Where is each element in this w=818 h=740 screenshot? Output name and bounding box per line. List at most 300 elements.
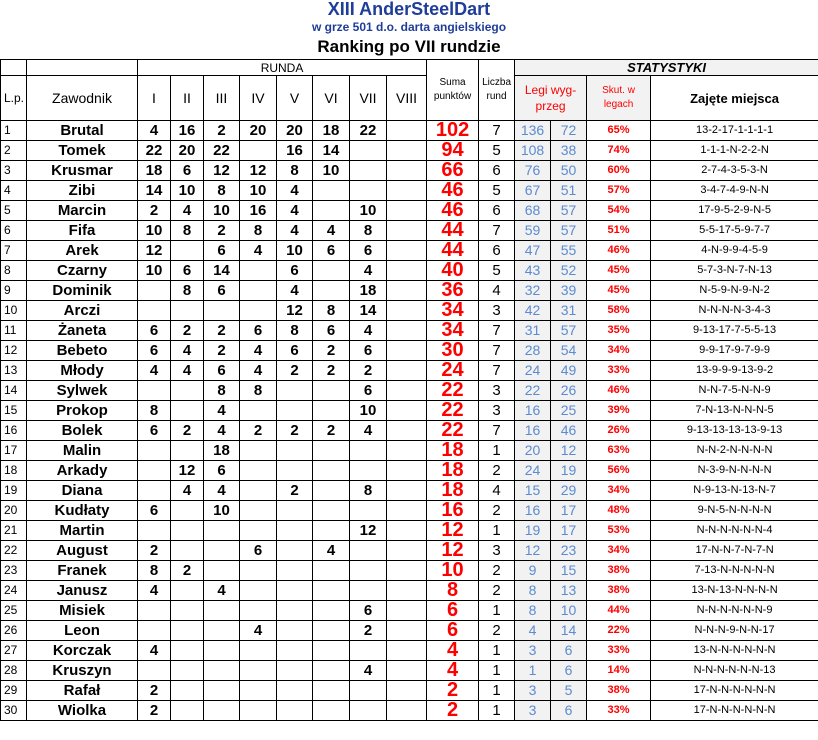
legs-effectiveness: 26% <box>587 421 651 441</box>
legs-lost: 15 <box>551 561 587 581</box>
legs-effectiveness: 14% <box>587 661 651 681</box>
table-row <box>1 221 818 241</box>
rounds-count: 4 <box>479 481 515 501</box>
table-row <box>1 281 818 301</box>
player-name: Bolek <box>27 421 138 441</box>
round-8-points <box>387 501 427 521</box>
places-taken: 17-N-N-N-N-N-N <box>651 701 818 721</box>
round-4-points: 4 <box>240 361 277 381</box>
round-6-points <box>313 581 350 601</box>
round-5-points: 2 <box>277 361 313 381</box>
legs-lost: 14 <box>551 621 587 641</box>
lp-cell: 13 <box>1 361 27 381</box>
legs-effectiveness: 33% <box>587 361 651 381</box>
round-1-points: 12 <box>138 241 171 261</box>
legs-lost: 57 <box>551 221 587 241</box>
round-6-points <box>313 281 350 301</box>
round-5-points <box>277 601 313 621</box>
round-7-points: 6 <box>350 241 387 261</box>
round-3-points <box>204 701 240 721</box>
header-round-3: III <box>204 76 240 121</box>
places-taken: 9-N-5-N-N-N-N <box>651 501 818 521</box>
places-taken: N-5-9-N-9-N-2 <box>651 281 818 301</box>
header-round-6: VI <box>313 76 350 121</box>
round-6-points <box>313 261 350 281</box>
round-2-points: 2 <box>171 421 204 441</box>
table-row <box>1 581 818 601</box>
round-7-points: 10 <box>350 201 387 221</box>
legs-won: 20 <box>515 441 551 461</box>
round-7-points <box>350 441 387 461</box>
lp-cell: 24 <box>1 581 27 601</box>
round-6-points <box>313 661 350 681</box>
rounds-count: 7 <box>479 421 515 441</box>
round-5-points <box>277 621 313 641</box>
player-name: Czarny <box>27 261 138 281</box>
legs-effectiveness: 65% <box>587 121 651 141</box>
table-row <box>1 421 818 441</box>
legs-effectiveness: 60% <box>587 161 651 181</box>
round-2-points <box>171 641 204 661</box>
round-4-points <box>240 281 277 301</box>
places-taken: N-N-2-N-N-N-N <box>651 441 818 461</box>
round-4-points: 10 <box>240 181 277 201</box>
round-4-points: 6 <box>240 321 277 341</box>
round-6-points: 4 <box>313 221 350 241</box>
places-taken: N-3-9-N-N-N-N <box>651 461 818 481</box>
ranking-title: Ranking po VII rundzie <box>317 37 501 56</box>
lp-cell: 20 <box>1 501 27 521</box>
legs-effectiveness: 46% <box>587 381 651 401</box>
player-name: Dominik <box>27 281 138 301</box>
round-2-points: 4 <box>171 361 204 381</box>
round-8-points <box>387 321 427 341</box>
points-sum: 12 <box>427 521 479 541</box>
points-sum: 12 <box>427 541 479 561</box>
round-8-points <box>387 361 427 381</box>
legs-won: 22 <box>515 381 551 401</box>
round-3-points: 2 <box>204 341 240 361</box>
round-2-points <box>171 521 204 541</box>
rounds-count: 1 <box>479 601 515 621</box>
rounds-count: 4 <box>479 281 515 301</box>
legs-won: 16 <box>515 401 551 421</box>
round-4-points: 8 <box>240 381 277 401</box>
round-2-points <box>171 501 204 521</box>
round-1-points: 6 <box>138 341 171 361</box>
round-8-points <box>387 341 427 361</box>
round-3-points: 4 <box>204 481 240 501</box>
table-row <box>1 161 818 181</box>
round-4-points <box>240 141 277 161</box>
table-row <box>1 301 818 321</box>
table-row <box>1 521 818 541</box>
round-6-points <box>313 381 350 401</box>
rounds-count: 5 <box>479 141 515 161</box>
round-2-points <box>171 301 204 321</box>
table-row <box>1 121 818 141</box>
lp-cell: 28 <box>1 661 27 681</box>
lp-cell: 29 <box>1 681 27 701</box>
round-5-points <box>277 461 313 481</box>
lp-cell: 3 <box>1 161 27 181</box>
player-name: Zibi <box>27 181 138 201</box>
round-2-points <box>171 681 204 701</box>
round-7-points: 12 <box>350 521 387 541</box>
legs-lost: 57 <box>551 321 587 341</box>
lp-cell: 16 <box>1 421 27 441</box>
round-7-points <box>350 461 387 481</box>
lp-cell: 23 <box>1 561 27 581</box>
round-1-points: 2 <box>138 681 171 701</box>
round-5-points: 4 <box>277 221 313 241</box>
round-3-points: 2 <box>204 121 240 141</box>
legs-effectiveness: 38% <box>587 561 651 581</box>
points-sum: 4 <box>427 661 479 681</box>
round-6-points <box>313 641 350 661</box>
legs-won: 8 <box>515 581 551 601</box>
lp-cell: 19 <box>1 481 27 501</box>
player-name: Franek <box>27 561 138 581</box>
round-7-points <box>350 161 387 181</box>
round-3-points <box>204 621 240 641</box>
round-2-points: 4 <box>171 341 204 361</box>
round-5-points <box>277 401 313 421</box>
places-taken: 13-N-13-N-N-N-N <box>651 581 818 601</box>
places-taken: 17-N-N-7-N-7-N <box>651 541 818 561</box>
round-7-points: 8 <box>350 481 387 501</box>
legs-won: 32 <box>515 281 551 301</box>
legs-lost: 52 <box>551 261 587 281</box>
round-8-points <box>387 301 427 321</box>
round-5-points: 2 <box>277 481 313 501</box>
round-7-points <box>350 561 387 581</box>
player-name: Tomek <box>27 141 138 161</box>
legs-effectiveness: 39% <box>587 401 651 421</box>
round-6-points: 18 <box>313 121 350 141</box>
round-7-points <box>350 681 387 701</box>
legs-lost: 50 <box>551 161 587 181</box>
legs-won: 68 <box>515 201 551 221</box>
round-6-points <box>313 521 350 541</box>
lp-cell: 7 <box>1 241 27 261</box>
round-8-points <box>387 481 427 501</box>
player-name: Misiek <box>27 601 138 621</box>
round-4-points <box>240 641 277 661</box>
round-2-points: 20 <box>171 141 204 161</box>
places-taken: 17-N-N-N-N-N-N <box>651 681 818 701</box>
legs-won: 28 <box>515 341 551 361</box>
legs-effectiveness: 56% <box>587 461 651 481</box>
table-row <box>1 141 818 161</box>
points-sum: 22 <box>427 421 479 441</box>
lp-cell: 17 <box>1 441 27 461</box>
legs-won: 76 <box>515 161 551 181</box>
round-5-points: 2 <box>277 421 313 441</box>
round-7-points <box>350 581 387 601</box>
round-1-points: 8 <box>138 401 171 421</box>
points-sum: 6 <box>427 621 479 641</box>
round-8-points <box>387 221 427 241</box>
round-8-points <box>387 561 427 581</box>
legs-lost: 6 <box>551 701 587 721</box>
page-subtitle: w grze 501 d.o. darta angielskiego <box>311 20 507 34</box>
round-8-points <box>387 281 427 301</box>
places-taken: 4-N-9-9-4-5-9 <box>651 241 818 261</box>
player-name: Sylwek <box>27 381 138 401</box>
round-6-points: 10 <box>313 161 350 181</box>
legs-won: 24 <box>515 461 551 481</box>
legs-lost: 49 <box>551 361 587 381</box>
lp-cell: 8 <box>1 261 27 281</box>
round-1-points: 2 <box>138 701 171 721</box>
legs-won: 16 <box>515 501 551 521</box>
round-1-points: 6 <box>138 321 171 341</box>
legs-effectiveness: 44% <box>587 601 651 621</box>
round-6-points <box>313 621 350 641</box>
round-2-points: 16 <box>171 121 204 141</box>
round-5-points: 4 <box>277 201 313 221</box>
round-1-points: 14 <box>138 181 171 201</box>
rounds-count: 3 <box>479 401 515 421</box>
places-taken: 13-2-17-1-1-1-1 <box>651 121 818 141</box>
header-round-1: I <box>138 76 171 121</box>
legs-won: 42 <box>515 301 551 321</box>
points-sum: 16 <box>427 501 479 521</box>
places-taken: 7-N-13-N-N-N-5 <box>651 401 818 421</box>
lp-cell: 21 <box>1 521 27 541</box>
header-suma: Suma punktów <box>427 60 479 121</box>
legs-won: 16 <box>515 421 551 441</box>
player-name: Kudłaty <box>27 501 138 521</box>
player-name: Janusz <box>27 581 138 601</box>
round-5-points: 10 <box>277 241 313 261</box>
table-row <box>1 201 818 221</box>
table-row <box>1 561 818 581</box>
legs-lost: 25 <box>551 401 587 421</box>
header-round-4: IV <box>240 76 277 121</box>
round-4-points: 2 <box>240 421 277 441</box>
round-1-points: 8 <box>138 561 171 581</box>
round-3-points: 22 <box>204 141 240 161</box>
legs-effectiveness: 51% <box>587 221 651 241</box>
round-2-points: 8 <box>171 221 204 241</box>
round-3-points <box>204 681 240 701</box>
round-8-points <box>387 141 427 161</box>
round-2-points <box>171 621 204 641</box>
round-3-points: 4 <box>204 401 240 421</box>
places-taken: N-N-N-N-N-N-4 <box>651 521 818 541</box>
round-8-points <box>387 661 427 681</box>
round-5-points <box>277 501 313 521</box>
round-5-points <box>277 521 313 541</box>
lp-cell: 18 <box>1 461 27 481</box>
player-name: Młody <box>27 361 138 381</box>
rounds-count: 7 <box>479 341 515 361</box>
round-6-points <box>313 461 350 481</box>
rounds-count: 5 <box>479 261 515 281</box>
round-4-points: 16 <box>240 201 277 221</box>
round-2-points <box>171 401 204 421</box>
points-sum: 46 <box>427 201 479 221</box>
rounds-count: 3 <box>479 301 515 321</box>
round-3-points: 4 <box>204 421 240 441</box>
round-5-points <box>277 661 313 681</box>
legs-effectiveness: 34% <box>587 481 651 501</box>
round-8-points <box>387 581 427 601</box>
player-name: Wiolka <box>27 701 138 721</box>
round-3-points: 8 <box>204 181 240 201</box>
points-sum: 66 <box>427 161 479 181</box>
points-sum: 34 <box>427 321 479 341</box>
round-8-points <box>387 541 427 561</box>
player-name: Prokop <box>27 401 138 421</box>
round-1-points: 18 <box>138 161 171 181</box>
header-round-2: II <box>171 76 204 121</box>
round-3-points: 2 <box>204 221 240 241</box>
header-miejsca: Zajęte miejsca <box>651 76 818 121</box>
points-sum: 102 <box>427 121 479 141</box>
points-sum: 40 <box>427 261 479 281</box>
places-taken: 17-9-5-2-9-N-5 <box>651 201 818 221</box>
round-6-points <box>313 441 350 461</box>
round-7-points: 4 <box>350 321 387 341</box>
legs-effectiveness: 58% <box>587 301 651 321</box>
round-6-points <box>313 681 350 701</box>
round-4-points <box>240 601 277 621</box>
round-4-points: 4 <box>240 621 277 641</box>
points-sum: 2 <box>427 681 479 701</box>
round-7-points <box>350 501 387 521</box>
legs-lost: 10 <box>551 601 587 621</box>
legs-lost: 46 <box>551 421 587 441</box>
places-taken: 13-N-N-N-N-N-N <box>651 641 818 661</box>
round-4-points <box>240 581 277 601</box>
round-3-points: 6 <box>204 361 240 381</box>
legs-lost: 17 <box>551 521 587 541</box>
legs-won: 31 <box>515 321 551 341</box>
places-taken: 2-7-4-3-5-3-N <box>651 161 818 181</box>
round-4-points <box>240 561 277 581</box>
round-7-points: 4 <box>350 261 387 281</box>
round-2-points: 8 <box>171 281 204 301</box>
player-name: Marcin <box>27 201 138 221</box>
round-6-points <box>313 481 350 501</box>
header-empty-lp <box>1 60 27 76</box>
lp-cell: 27 <box>1 641 27 661</box>
player-name: Brutal <box>27 121 138 141</box>
round-6-points <box>313 401 350 421</box>
points-sum: 18 <box>427 441 479 461</box>
legs-effectiveness: 54% <box>587 201 651 221</box>
legs-effectiveness: 45% <box>587 281 651 301</box>
legs-lost: 6 <box>551 641 587 661</box>
points-sum: 18 <box>427 481 479 501</box>
player-name: Malin <box>27 441 138 461</box>
rounds-count: 1 <box>479 701 515 721</box>
round-4-points <box>240 401 277 421</box>
rounds-count: 2 <box>479 621 515 641</box>
table-row <box>1 181 818 201</box>
places-taken: 7-13-N-N-N-N-N <box>651 561 818 581</box>
places-taken: 5-5-17-5-9-7-7 <box>651 221 818 241</box>
round-4-points <box>240 261 277 281</box>
lp-cell: 1 <box>1 121 27 141</box>
round-6-points <box>313 501 350 521</box>
round-8-points <box>387 621 427 641</box>
round-3-points <box>204 521 240 541</box>
lp-cell: 25 <box>1 601 27 621</box>
legs-lost: 55 <box>551 241 587 261</box>
round-4-points <box>240 301 277 321</box>
points-sum: 18 <box>427 461 479 481</box>
player-name: Leon <box>27 621 138 641</box>
table-row <box>1 541 818 561</box>
round-4-points: 6 <box>240 541 277 561</box>
rounds-count: 1 <box>479 441 515 461</box>
round-7-points <box>350 141 387 161</box>
lp-cell: 6 <box>1 221 27 241</box>
round-4-points: 4 <box>240 241 277 261</box>
rounds-count: 1 <box>479 521 515 541</box>
legs-won: 67 <box>515 181 551 201</box>
places-taken: N-9-13-N-13-N-7 <box>651 481 818 501</box>
rounds-count: 2 <box>479 461 515 481</box>
round-1-points: 2 <box>138 201 171 221</box>
round-3-points <box>204 301 240 321</box>
points-sum: 94 <box>427 141 479 161</box>
legs-lost: 19 <box>551 461 587 481</box>
rounds-count: 7 <box>479 361 515 381</box>
round-1-points <box>138 441 171 461</box>
points-sum: 2 <box>427 701 479 721</box>
round-8-points <box>387 521 427 541</box>
round-5-points: 16 <box>277 141 313 161</box>
round-1-points <box>138 601 171 621</box>
table-row <box>1 321 818 341</box>
table-row <box>1 501 818 521</box>
places-taken: N-N-N-N-N-N-13 <box>651 661 818 681</box>
header-round-5: V <box>277 76 313 121</box>
player-name: Żaneta <box>27 321 138 341</box>
round-1-points: 6 <box>138 501 171 521</box>
round-4-points <box>240 701 277 721</box>
round-1-points: 10 <box>138 221 171 241</box>
lp-cell: 12 <box>1 341 27 361</box>
legs-lost: 39 <box>551 281 587 301</box>
rounds-count: 2 <box>479 501 515 521</box>
points-sum: 22 <box>427 401 479 421</box>
round-5-points <box>277 441 313 461</box>
points-sum: 4 <box>427 641 479 661</box>
places-taken: 13-9-9-9-13-9-2 <box>651 361 818 381</box>
round-2-points <box>171 601 204 621</box>
round-6-points: 14 <box>313 141 350 161</box>
legs-won: 24 <box>515 361 551 381</box>
player-name: Kruszyn <box>27 661 138 681</box>
round-1-points: 22 <box>138 141 171 161</box>
legs-won: 12 <box>515 541 551 561</box>
header-runda: RUNDA <box>138 60 427 76</box>
round-5-points: 4 <box>277 281 313 301</box>
table-row <box>1 681 818 701</box>
legs-lost: 17 <box>551 501 587 521</box>
round-5-points: 8 <box>277 321 313 341</box>
round-8-points <box>387 381 427 401</box>
legs-lost: 26 <box>551 381 587 401</box>
legs-won: 9 <box>515 561 551 581</box>
table-row <box>1 661 818 681</box>
